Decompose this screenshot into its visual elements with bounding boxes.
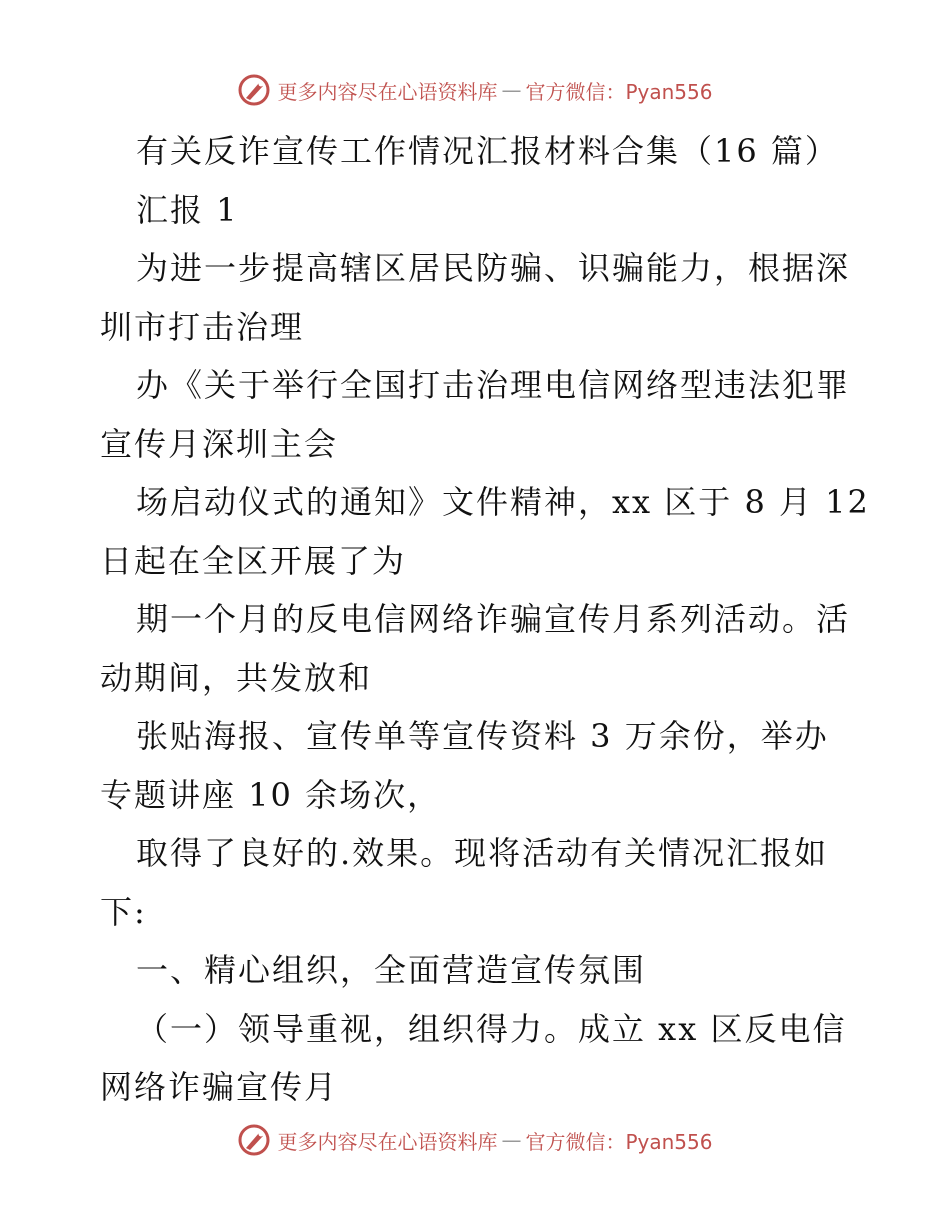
- paragraph-line: 取得了良好的.效果。现将活动有关情况汇报如: [136, 834, 829, 872]
- report-heading: 汇报 1: [136, 190, 239, 229]
- watermark-dash: —: [501, 1128, 522, 1152]
- paragraph-line: 张贴海报、宣传单等宣传资料 3 万余份，举办: [136, 717, 829, 755]
- paragraph-line: 网络诈骗宣传月: [100, 1068, 339, 1106]
- pen-logo-icon: [237, 1123, 271, 1157]
- paragraph-line: 动期间，共发放和: [100, 658, 373, 697]
- watermark-wechat: 官方微信：Pyan556: [525, 1129, 713, 1154]
- paragraph-line: 场启动仪式的通知》文件精神，xx 区于 8 月 12: [136, 483, 870, 521]
- paragraph-line: 专题讲座 10 余场次，: [100, 775, 442, 814]
- paragraph-line: 下:: [100, 892, 147, 931]
- watermark-site: 更多内容尽在心语资料库: [277, 1129, 498, 1154]
- document-body: [100, 122, 870, 1117]
- paragraph-line: 日起在全区开展了为: [100, 541, 407, 580]
- watermark-dash: —: [501, 78, 522, 102]
- paragraph-line: 圳市打击治理: [100, 307, 305, 346]
- watermark-header: [0, 70, 950, 110]
- subsection-heading: （一）领导重视，组织得力。成立 xx 区反电信: [136, 1009, 847, 1048]
- paragraph-line: 办《关于举行全国打击治理电信网络型违法犯罪: [136, 366, 851, 404]
- paragraph-line: 为进一步提高辖区居民防骗、识骗能力，根据深: [136, 249, 851, 287]
- watermark-footer: [0, 1120, 950, 1160]
- section-heading: 一、精心组织，全面营造宣传氛围: [136, 951, 647, 989]
- watermark-wechat: 官方微信：Pyan556: [525, 79, 713, 104]
- paragraph-line: 宣传月深圳主会: [100, 424, 339, 463]
- watermark-site: 更多内容尽在心语资料库: [277, 79, 498, 104]
- doc-title: 有关反诈宣传工作情况汇报材料合集（16 篇）: [136, 132, 839, 170]
- pen-logo-icon: [237, 73, 271, 107]
- paragraph-line: 期一个月的反电信网络诈骗宣传月系列活动。活: [136, 600, 851, 638]
